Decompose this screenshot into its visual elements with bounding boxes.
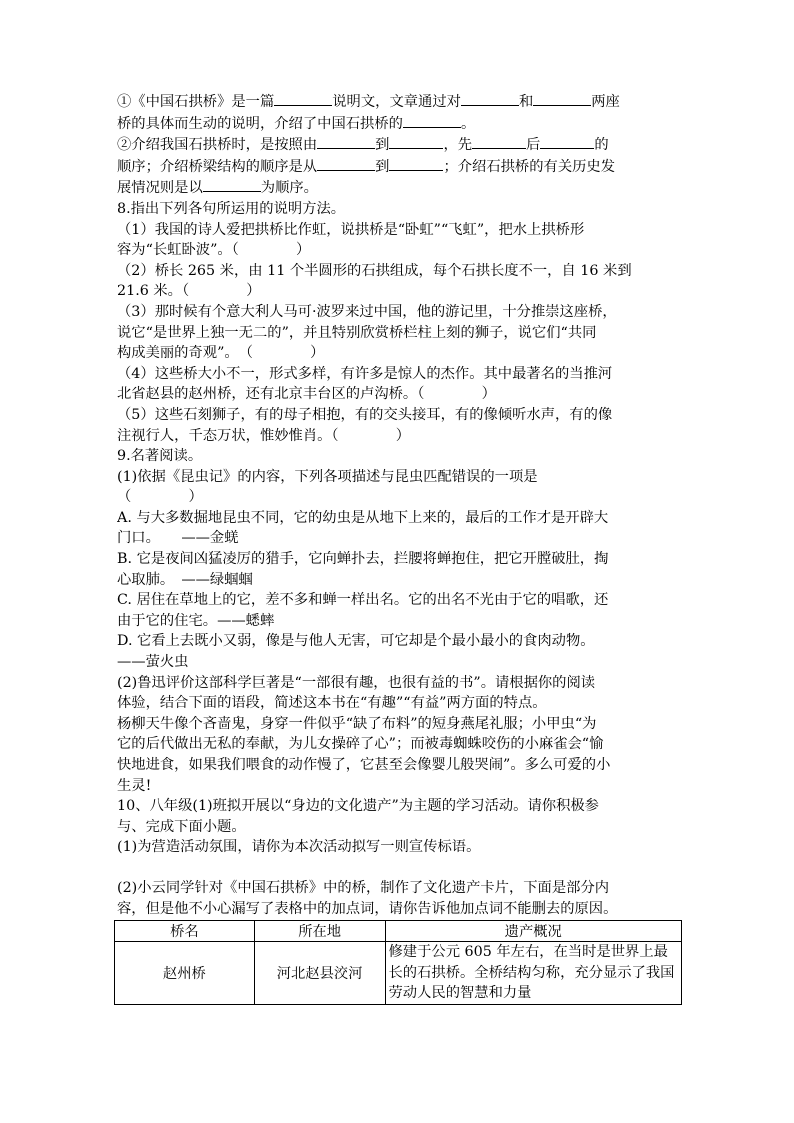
text-segment: 。 — [460, 115, 476, 132]
text-segment: C. 居住在草地上的它，差不多和蝉一样出名。它的出名不光由于它的唱歌，还 — [117, 592, 609, 609]
text-line — [117, 384, 683, 405]
text-segment: 注视行人，千态万状，惟妙惟肖。（ ） — [117, 427, 411, 444]
text-segment: ；介绍石拱桥的有关历史发 — [443, 158, 616, 175]
text-line — [117, 878, 683, 899]
text-line — [117, 755, 683, 776]
fill-in-blank[interactable] — [389, 156, 443, 171]
text-segment: （3）那时候有个意大利人马可·波罗来过中国，他的游记里，十分推崇这座桥， — [117, 303, 617, 320]
text-segment: 由于它的住宅。——蟋蟀 — [117, 612, 275, 629]
text-segment: 快地进食，如果我们喂食的动作慢了，它甚至会像婴儿般哭闹”。多么可爱的小 — [117, 757, 611, 773]
text-segment: 为顺序。 — [260, 180, 318, 197]
text-segment: 8.指出下列各句所运用的说明方法。 — [117, 200, 346, 217]
text-segment: 9.名著阅读。 — [117, 448, 203, 465]
text-segment: 到 — [375, 158, 390, 175]
text-segment: 和 — [518, 94, 534, 110]
exam-page — [117, 91, 683, 1005]
text-line — [117, 817, 683, 838]
text-segment: （2）桥长 265 米，由 11 个半圆形的石拱组成，每个石拱长度不一，自 16 米到 — [117, 262, 632, 279]
text-line — [117, 220, 683, 241]
text-line — [117, 570, 683, 591]
cell-overview: 修建于公元 605 年左右，在当时是世界上最长的石拱桥。全桥结构匀称，充分显示了我国劳动人民的智慧和力量 — [385, 942, 681, 1005]
text-segment: 与、完成下面小题。 — [117, 818, 246, 835]
text-line — [117, 446, 683, 467]
text-segment: (1)为营造活动氛围，请你为本次活动拟写一则宣传标语。 — [117, 839, 481, 856]
fill-in-blank[interactable] — [389, 134, 443, 149]
text-segment: 容，但是他不小心漏写了表格中的加点词，请你告诉他加点词不能删去的原因。 — [117, 900, 618, 917]
text-segment: 展情况则是以 — [117, 180, 203, 197]
text-line — [117, 693, 683, 714]
text-segment: 构成美丽的奇观”。 （ ） — [117, 345, 325, 362]
fill-in-blank[interactable] — [461, 91, 519, 106]
text-segment: （1）我国的诗人爱把拱桥比作虹，说拱桥是“卧虹”“飞虹”，把水上拱桥形 — [117, 221, 585, 238]
text-segment: 北省赵县的赵州桥，还有北京丰台区的卢沟桥。（ ） — [117, 386, 496, 403]
answer-space — [117, 858, 683, 878]
text-segment: 容为“长虹卧波”。（ ） — [117, 242, 311, 259]
text-segment: ——萤火虫 — [117, 654, 189, 671]
text-segment: （ ） — [117, 489, 203, 506]
fill-in-blank[interactable] — [403, 113, 461, 128]
fill-in-blank[interactable] — [317, 156, 375, 171]
header-bridge-name: 桥名 — [115, 921, 255, 942]
text-segment: 后 — [526, 137, 541, 154]
text-line — [117, 611, 683, 632]
text-segment: D. 它看上去既小又弱，像是与他人无害，可它却是个最小最小的食肉动物。 — [117, 633, 595, 650]
text-line — [117, 467, 683, 488]
text-line — [117, 714, 683, 735]
text-line — [117, 549, 683, 570]
header-location: 所在地 — [254, 921, 385, 942]
fill-in-blank[interactable] — [533, 91, 591, 106]
table-row — [115, 942, 682, 1005]
text-segment: 桥的具体而生动的说明，介绍了中国石拱桥的 — [117, 115, 403, 132]
fill-in-blank[interactable] — [274, 91, 332, 106]
text-segment: 的 — [594, 137, 609, 154]
text-line — [117, 134, 683, 156]
text-segment: 两座 — [591, 94, 620, 110]
text-segment: 21.6 米。（ ） — [117, 283, 261, 300]
text-segment: 心取肺。 ——绿蝈蝈 — [117, 571, 253, 588]
text-line — [117, 261, 683, 282]
text-line — [117, 156, 683, 178]
text-segment: 说明文，文章通过对 — [332, 94, 461, 110]
text-segment: B. 它是夜间凶猛凌厉的猎手，它向蝉扑去，拦腰将蝉抱住，把它开膛破肚，掏 — [117, 551, 609, 568]
heritage-card-table — [114, 920, 682, 1005]
fill-in-blank[interactable] — [472, 134, 526, 149]
text-segment: 杨柳天牛像个吝啬鬼，身穿一件似乎“缺了布料”的短身燕尾礼服；小甲虫“为 — [117, 715, 597, 732]
text-line — [117, 281, 683, 302]
text-line — [117, 528, 683, 549]
text-line — [117, 590, 683, 611]
text-segment: 生灵! — [117, 777, 152, 794]
text-segment: （5）这些石刻狮子，有的母子相抱，有的交头接耳，有的像倾听水声，有的像 — [117, 406, 613, 423]
fill-in-blank[interactable] — [540, 134, 594, 149]
table-header-row — [115, 921, 682, 942]
text-line — [117, 177, 683, 199]
text-line — [117, 734, 683, 755]
cell-bridge-name: 赵州桥 — [115, 942, 255, 1005]
text-line — [117, 364, 683, 385]
text-line — [117, 302, 683, 323]
text-line — [117, 426, 683, 447]
text-line — [117, 240, 683, 261]
text-segment: 到 — [375, 137, 390, 154]
text-line — [117, 652, 683, 673]
text-line — [117, 899, 683, 920]
text-line — [117, 631, 683, 652]
text-line — [117, 776, 683, 797]
text-line — [117, 673, 683, 694]
text-segment: (1)依据《昆虫记》的内容，下列各项描述与昆虫匹配错误的一项是 — [117, 468, 538, 485]
text-line — [117, 508, 683, 529]
text-segment: ，先 — [443, 137, 473, 154]
text-line — [117, 405, 683, 426]
cell-location: 河北赵县洨河 — [254, 942, 385, 1005]
text-segment: (2)小云同学针对《中国石拱桥》中的桥，制作了文化遗产卡片，下面是部分内 — [117, 879, 610, 896]
text-segment: 它的后代做出无私的奉献，为儿女操碎了心”；而被毒蜘蛛咬伤的小麻雀会“愉 — [117, 736, 604, 753]
text-line — [117, 323, 683, 344]
fill-in-blank[interactable] — [203, 177, 261, 192]
text-line — [117, 487, 683, 508]
header-overview: 遗产概况 — [385, 921, 681, 942]
text-segment: （4）这些桥大小不一，形式多样，有许多是惊人的杰作。其中最著名的当推河 — [117, 365, 613, 382]
text-segment: A. 与大多数掘地昆虫不同，它的幼虫是从地下上来的，最后的工作才是开辟大 — [117, 509, 609, 526]
fill-in-blank[interactable] — [317, 134, 375, 149]
text-segment: 体验，结合下面的语段，简述这本书在“有趣”“有益”两方面的特点。 — [117, 695, 547, 712]
text-segment: 顺序；介绍桥梁结构的顺序是从 — [117, 158, 318, 175]
text-line — [117, 837, 683, 858]
text-line — [117, 199, 683, 220]
text-segment: 10、八年级(1)班拟开展以“身边的文化遗产”为主题的学习活动。请你积极参 — [117, 798, 599, 815]
text-line — [117, 91, 683, 113]
text-line — [117, 343, 683, 364]
text-segment: 说它“是世界上独一无二的”，并且特别欣赏桥栏柱上刻的狮子，说它们“共同 — [117, 324, 597, 341]
text-line — [117, 796, 683, 817]
text-segment: (2)鲁迅评价这部科学巨著是“一部很有趣，也很有益的书”。请根据你的阅读 — [117, 674, 596, 691]
text-segment: ②介绍我国石拱桥时，是按照由 — [117, 137, 318, 154]
question-text — [117, 91, 683, 919]
text-segment: ①《中国石拱桥》是一篇 — [117, 94, 275, 110]
text-segment: 门口。 ——金蜣 — [117, 530, 239, 547]
text-line — [117, 113, 683, 135]
